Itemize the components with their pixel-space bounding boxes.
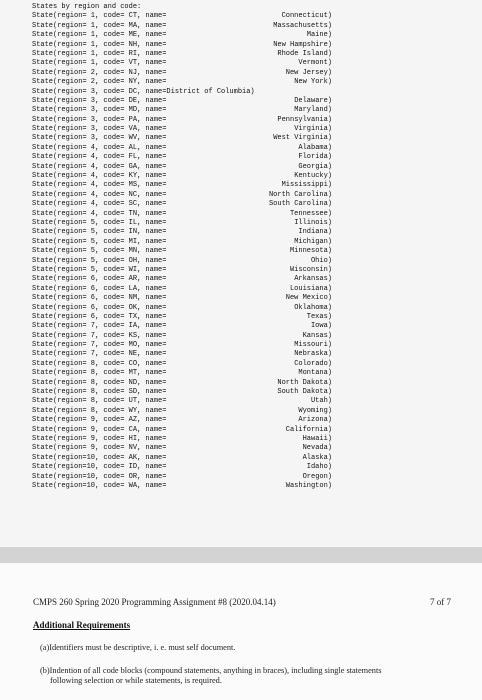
row-fields: State(region= 5, code= OH, name=: [32, 256, 167, 265]
row-state-name: Kentucky): [294, 172, 332, 181]
requirement-b-line2: following selection or while statements, is required.: [50, 676, 222, 685]
row-fields: State(region=10, code= WA, name=: [32, 481, 167, 490]
requirement-b-line1: (b)Indention of all code blocks (compound statements, anything in braces), including single statements: [40, 666, 382, 675]
row-fields: State(region= 5, code= IL, name=: [32, 218, 167, 227]
listing-row: [32, 332, 332, 341]
listing-row: [32, 444, 332, 453]
listing-row: [32, 191, 332, 200]
listing-row: [32, 313, 332, 322]
row-state-name: New Hampshire): [273, 40, 332, 49]
row-fields: State(region= 9, code= CA, name=: [32, 425, 167, 434]
row-fields: State(region= 7, code= NE, name=: [32, 350, 167, 359]
row-state-name: Arkansas): [294, 275, 332, 284]
requirement-a: (a)Identifiers must be descriptive, i. e. must self document.: [40, 643, 236, 652]
row-fields: State(region= 1, code= VT, name=: [32, 59, 167, 68]
row-fields: State(region= 3, code= DC, name=District of Columbia): [32, 87, 255, 96]
listing-row: [32, 22, 332, 31]
row-fields: State(region= 4, code= TN, name=: [32, 209, 167, 218]
row-state-name: California): [285, 425, 332, 434]
listing-row: [32, 97, 332, 106]
row-fields: State(region= 8, code= SD, name=: [32, 388, 167, 397]
listing-row: [32, 275, 332, 284]
listing-row: [32, 31, 332, 40]
listing-row: [32, 369, 332, 378]
row-state-name: Ohio): [310, 256, 332, 265]
row-state-name: Maryland): [294, 106, 332, 115]
row-state-name: Pennsylvania): [277, 115, 332, 124]
row-fields: State(region= 1, code= NH, name=: [32, 40, 167, 49]
row-fields: State(region= 1, code= RI, name=: [32, 49, 167, 58]
row-state-name: Indiana): [298, 228, 332, 237]
row-state-name: North Dakota): [277, 378, 332, 387]
listing-row: [32, 238, 332, 247]
row-fields: State(region= 9, code= HI, name=: [32, 434, 167, 443]
listing-row: [32, 266, 332, 275]
listing-row: [32, 69, 332, 78]
row-state-name: Alabama): [298, 143, 332, 152]
listing-row: [32, 397, 332, 406]
row-fields: State(region= 4, code= KY, name=: [32, 172, 167, 181]
listing-row: [32, 172, 332, 181]
program-output-listing: [32, 3, 332, 491]
row-state-name: Delaware): [294, 96, 332, 105]
row-fields: State(region= 6, code= AR, name=: [32, 275, 167, 284]
listing-title: States by region and code:: [32, 3, 142, 11]
row-state-name: Wyoming): [298, 406, 332, 415]
row-state-name: Oklahoma): [294, 303, 332, 312]
row-fields: State(region= 1, code= CT, name=: [32, 12, 167, 21]
row-state-name: New Jersey): [285, 68, 332, 77]
row-fields: State(region= 6, code= NM, name=: [32, 294, 167, 303]
row-fields: State(region= 5, code= WI, name=: [32, 265, 167, 274]
listing-row: [32, 379, 332, 388]
row-state-name: Maine): [306, 31, 332, 40]
listing-row: [32, 407, 332, 416]
row-fields: State(region= 4, code= AL, name=: [32, 143, 167, 152]
row-state-name: Rhode Island): [277, 49, 332, 58]
row-state-name: North Carolina): [268, 190, 332, 199]
listing-row: [32, 41, 332, 50]
row-state-name: Nevada): [302, 444, 332, 453]
row-fields: State(region= 7, code= IA, name=: [32, 322, 167, 331]
page-divider: [0, 547, 482, 563]
listing-row: [32, 12, 332, 21]
listing-row: [32, 50, 332, 59]
row-state-name: Idaho): [306, 463, 332, 472]
row-state-name: Hawaii): [302, 434, 332, 443]
row-fields: State(region= 3, code= MD, name=: [32, 106, 167, 115]
row-state-name: Iowa): [310, 322, 332, 331]
row-state-name: Kansas): [302, 331, 332, 340]
row-state-name: Michigan): [294, 237, 332, 246]
listing-row: [32, 200, 332, 209]
row-fields: State(region= 4, code= NC, name=: [32, 190, 167, 199]
row-state-name: Massachusetts): [273, 21, 332, 30]
row-state-name: Virginia): [294, 125, 332, 134]
row-fields: State(region=10, code= ID, name=: [32, 463, 167, 472]
row-state-name: Utah): [310, 397, 332, 406]
row-fields: State(region= 6, code= OK, name=: [32, 303, 167, 312]
page-number: 7 of 7: [430, 597, 451, 607]
listing-row: [32, 388, 332, 397]
row-state-name: Florida): [298, 153, 332, 162]
row-state-name: Nebraska): [294, 350, 332, 359]
row-fields: State(region= 2, code= NJ, name=: [32, 68, 167, 77]
row-fields: State(region= 5, code= MI, name=: [32, 237, 167, 246]
row-state-name: Arizona): [298, 416, 332, 425]
listing-row: [32, 163, 332, 172]
listing-row: [32, 59, 332, 68]
listing-row: [32, 285, 332, 294]
listing-row: [32, 228, 332, 237]
row-fields: State(region= 1, code= MA, name=: [32, 21, 167, 30]
row-state-name: Louisiana): [289, 284, 332, 293]
row-state-name: Georgia): [298, 162, 332, 171]
listing-rows: [32, 12, 332, 491]
row-fields: State(region= 7, code= MO, name=: [32, 341, 167, 350]
row-fields: State(region= 4, code= FL, name=: [32, 153, 167, 162]
row-fields: State(region= 8, code= UT, name=: [32, 397, 167, 406]
row-state-name: New York): [294, 78, 332, 87]
row-state-name: Washington): [285, 481, 332, 490]
row-fields: State(region= 9, code= AZ, name=: [32, 416, 167, 425]
listing-row: [32, 294, 332, 303]
row-fields: State(region=10, code= OR, name=: [32, 472, 167, 481]
listing-row: [32, 153, 332, 162]
row-state-name: New Mexico): [285, 294, 332, 303]
row-state-name: Connecticut): [281, 12, 332, 21]
page-7-top: [0, 563, 482, 700]
row-fields: State(region= 3, code= WV, name=: [32, 134, 167, 143]
row-fields: State(region= 3, code= VA, name=: [32, 125, 167, 134]
row-state-name: South Dakota): [277, 388, 332, 397]
listing-row: [32, 360, 332, 369]
row-state-name: Colorado): [294, 359, 332, 368]
listing-row: [32, 463, 332, 472]
row-state-name: Missouri): [294, 341, 332, 350]
listing-row: [32, 88, 332, 97]
row-fields: State(region= 6, code= LA, name=: [32, 284, 167, 293]
listing-row: [32, 341, 332, 350]
row-fields: State(region= 8, code= ND, name=: [32, 378, 167, 387]
listing-row: [32, 210, 332, 219]
listing-row: [32, 257, 332, 266]
row-fields: State(region= 5, code= MN, name=: [32, 247, 167, 256]
row-fields: State(region= 4, code= MS, name=: [32, 181, 167, 190]
row-fields: State(region= 7, code= KS, name=: [32, 331, 167, 340]
listing-row: [32, 181, 332, 190]
row-state-name: Vermont): [298, 59, 332, 68]
row-fields: State(region= 8, code= MT, name=: [32, 369, 167, 378]
row-fields: State(region= 8, code= CO, name=: [32, 359, 167, 368]
listing-row: [32, 219, 332, 228]
row-state-name: Tennessee): [289, 209, 332, 218]
row-fields: State(region= 4, code= SC, name=: [32, 200, 167, 209]
row-fields: State(region= 1, code= ME, name=: [32, 31, 167, 40]
course-header: CMPS 260 Spring 2020 Programming Assignment #8 (2020.04.14): [33, 597, 276, 607]
row-fields: State(region= 8, code= WY, name=: [32, 406, 167, 415]
row-state-name: Minnesota): [289, 247, 332, 256]
listing-row: [32, 125, 332, 134]
row-fields: State(region= 4, code= GA, name=: [32, 162, 167, 171]
row-state-name: Texas): [306, 312, 332, 321]
listing-row: [32, 416, 332, 425]
listing-row: [32, 78, 332, 87]
listing-row: [32, 473, 332, 482]
row-state-name: Wisconsin): [289, 265, 332, 274]
listing-row: [32, 304, 332, 313]
row-state-name: Alaska): [302, 453, 332, 462]
listing-row: [32, 144, 332, 153]
row-fields: State(region= 6, code= TX, name=: [32, 312, 167, 321]
listing-row: [32, 482, 332, 491]
row-state-name: Montana): [298, 369, 332, 378]
row-fields: State(region= 9, code= NV, name=: [32, 444, 167, 453]
listing-row: [32, 454, 332, 463]
listing-row: [32, 350, 332, 359]
requirements-heading: Additional Requirements: [33, 620, 131, 630]
listing-row: [32, 134, 332, 143]
listing-row: [32, 426, 332, 435]
listing-row: [32, 435, 332, 444]
row-fields: State(region= 5, code= IN, name=: [32, 228, 167, 237]
row-fields: State(region= 3, code= DE, name=: [32, 96, 167, 105]
row-state-name: West Virginia): [273, 134, 332, 143]
row-state-name: Illinois): [294, 218, 332, 227]
listing-row: [32, 106, 332, 115]
requirement-b: [40, 666, 455, 686]
row-state-name: Mississippi): [281, 181, 332, 190]
row-state-name: South Carolina): [268, 200, 332, 209]
listing-row: [32, 116, 332, 125]
row-fields: State(region=10, code= AK, name=: [32, 453, 167, 462]
row-state-name: Oregon): [302, 472, 332, 481]
listing-row: [32, 247, 332, 256]
row-fields: State(region= 3, code= PA, name=: [32, 115, 167, 124]
row-fields: State(region= 2, code= NY, name=: [32, 78, 167, 87]
listing-row: [32, 322, 332, 331]
